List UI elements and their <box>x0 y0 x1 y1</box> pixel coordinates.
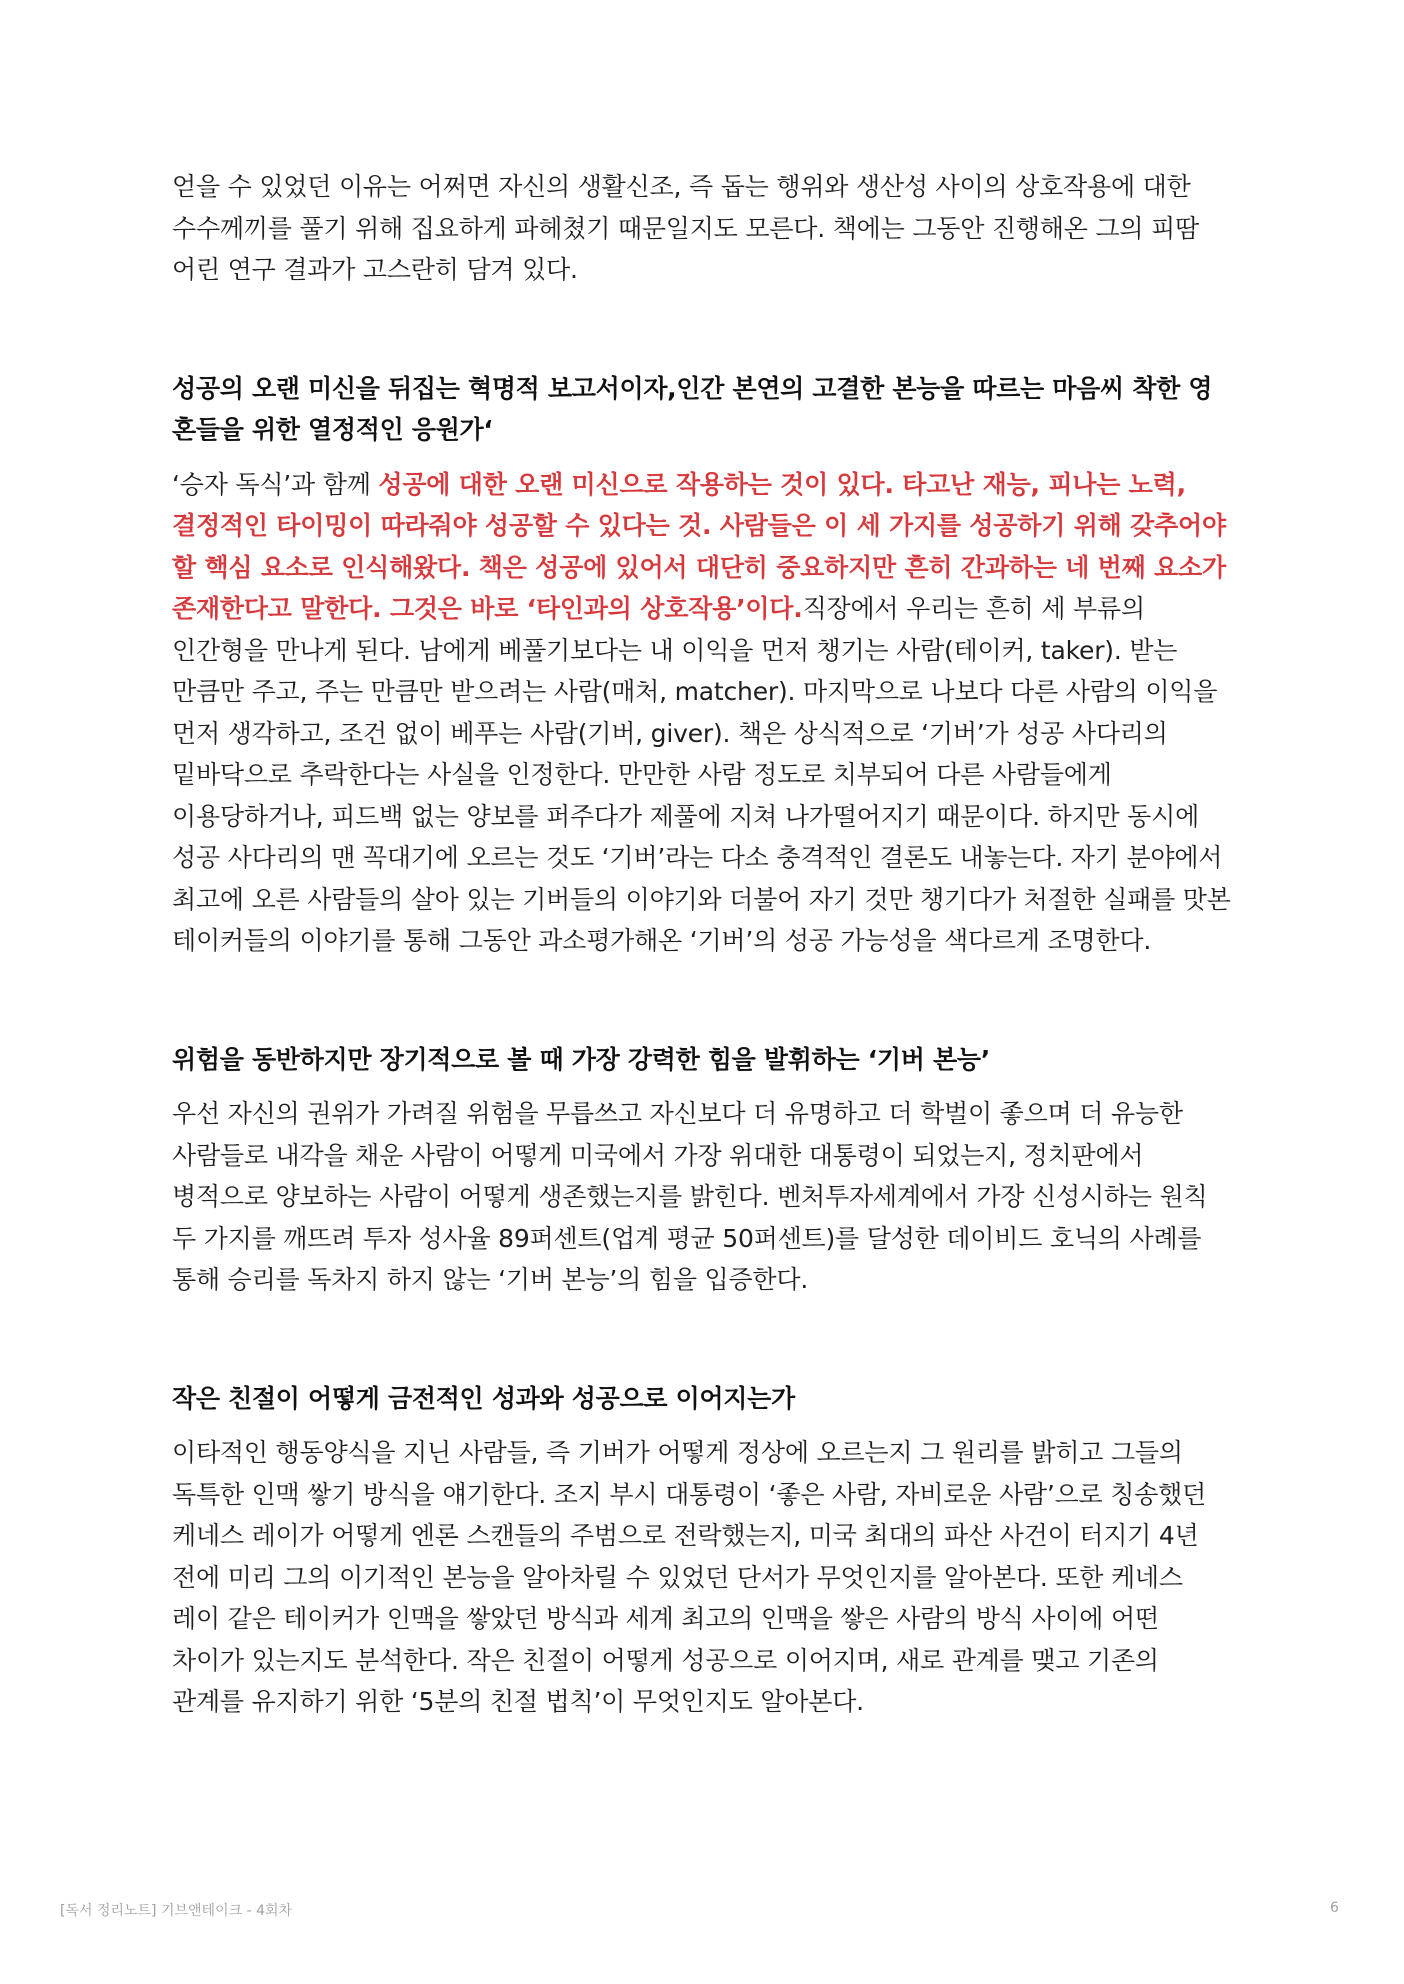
section-3-paragraph: 이타적인 행동양식을 지닌 사람들, 즉 기버가 어떻게 정상에 오르는지 그 원리를 밝히고 그들의 독특한 인맥 쌓기 방식을 얘기한다. 조지 부시 대통령이 ‘좋은 사람, 자비로운 사람’으로 칭송했던 케네스 레이가 어떻게 엔론 스캔들의 주범으로 전락했는지, 미국 최대의 파산 사건이 터지기 4년 전에 미리 그의 이기적인 본능을 알아차릴 수 있었던 단서가 무엇인지를 알아본다. 또한 케네스 레이 같은 테이커가 인맥을 쌓았던 방식과 세계 최고의 인맥을 쌓은 사람의 방식 사이에 어떤 차이가 있는지도 분석한다. 작은 친절이 어떻게 성공으로 이어지며, 새로 관계를 맺고 기존의 관계를 유지하기 위한 ‘5분의 친절 법칙’이 무엇인지도 알아본다. <box>172 1438 1207 1716</box>
heading-spacer <box>172 1419 1234 1432</box>
section-spacer <box>172 1301 1234 1378</box>
heading-spacer <box>172 451 1234 464</box>
section-3-heading: 작은 친절이 어떻게 금전적인 성과와 성공으로 이어지는가 <box>172 1383 795 1413</box>
section-1-lead: ‘승자 독식’과 함께 <box>172 469 379 499</box>
section-spacer <box>172 291 1234 368</box>
section-spacer <box>172 962 1234 1039</box>
section-2-heading: 위험을 동반하지만 장기적으로 볼 때 가장 강력한 힘을 발휘하는 ‘기버 본능’ <box>172 1044 990 1074</box>
footer-document-title: [독서 정리노트] 기브앤테이크 - 4회차 <box>60 1903 293 1919</box>
section-1-heading: 성공의 오랜 미신을 뒤집는 혁명적 보고서이자,인간 본연의 고결한 본능을 따르는 마음씨 착한 영혼들을 위한 열정적인 응원가‘ <box>172 373 1213 444</box>
section-1-highlight: 성공에 대한 오랜 미신으로 작용하는 것이 있다. 타고난 재능, 피나는 노력, 결정적인 타이밍이 따라줘야 성공할 수 있다는 것. 사람들은 이 세 가지를 성공하기 위해 갖추어야 할 핵심 요소로 인식해왔다. 책은 성공에 있어서 대단히 중요하지만 흔히 간과하는 네 번째 요소가 존재한다고 말한다. 그것은 바로 ‘타인과의 상호작용’이다. <box>172 469 1226 623</box>
heading-spacer <box>172 1080 1234 1093</box>
document-body <box>172 166 1234 1723</box>
section-1-paragraph <box>172 464 1234 962</box>
footer-page-number: 6 <box>1330 1900 1339 1916</box>
intro-paragraph: 얻을 수 있었던 이유는 어쩌면 자신의 생활신조, 즉 돕는 행위와 생산성 사이의 상호작용에 대한 수수께끼를 풀기 위해 집요하게 파헤쳤기 때문일지도 모른다. 책에는 그동안 진행해온 그의 피땀 어린 연구 결과가 고스란히 담겨 있다. <box>172 172 1200 284</box>
section-1-rest: 직장에서 우리는 흔히 세 부류의 인간형을 만나게 된다. 남에게 베풀기보다는 내 이익을 먼저 챙기는 사람(테이커, taker). 받는 만큼만 주고, 주는 만큼만 받으려는 사람(매처, matcher). 마지막으로 나보다 다른 사람의 이익을 먼저 생각하고, 조건 없이 베푸는 사람(기버, giver). 책은 상식적으로 ‘기버’가 성공 사다리의 밑바닥으로 추락한다는 사실을 인정한다. 만만한 사람 정도로 치부되어 다른 사람들에게 이용당하거나, 피드백 없는 양보를 퍼주다가 제풀에 지쳐 나가떨어지기 때문이다. 하지만 동시에 성공 사다리의 맨 꼭대기에 오르는 것도 ‘기버’라는 다소 충격적인 결론도 내놓는다. 자기 분야에서 최고에 오른 사람들의 살아 있는 기버들의 이야기와 더불어 자기 것만 챙기다가 처절한 실패를 맛본 테이커들의 이야기를 통해 그동안 과소평가해온 ‘기버’의 성공 가능성을 색다르게 조명한다. <box>172 594 1231 955</box>
section-2-paragraph: 우선 자신의 권위가 가려질 위험을 무릅쓰고 자신보다 더 유명하고 더 학벌이 좋으며 더 유능한 사람들로 내각을 채운 사람이 어떻게 미국에서 가장 위대한 대통령이 되었는지, 정치판에서 병적으로 양보하는 사람이 어떻게 생존했는지를 밝힌다. 벤처투자세계에서 가장 신성시하는 원칙 두 가지를 깨뜨려 투자 성사율 89퍼센트(업계 평균 50퍼센트)를 달성한 데이비드 호닉의 사례를 통해 승리를 독차지 하지 않는 ‘기버 본능’의 힘을 입증한다. <box>172 1099 1208 1294</box>
